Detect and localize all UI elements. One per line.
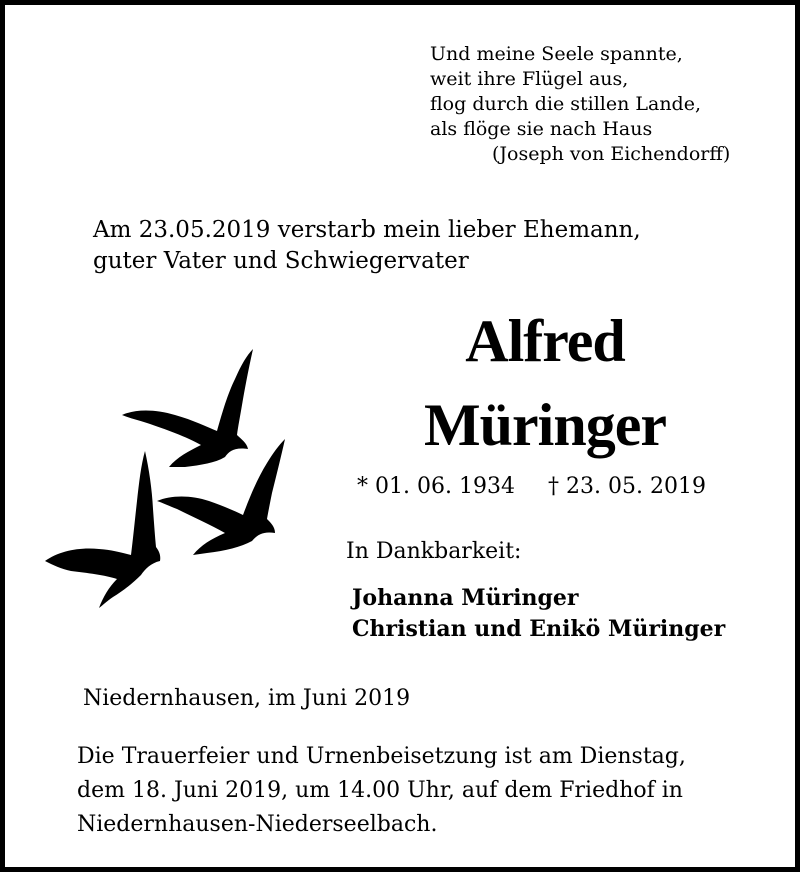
mourner-name: Johanna Müringer <box>352 585 579 611</box>
ceremony-details <box>77 740 686 842</box>
poem-line: Und meine Seele spannte, <box>430 43 683 65</box>
announcement-line: guter Vater und Schwiegervater <box>93 248 469 274</box>
poem-author: (Joseph von Eichendorff) <box>492 143 731 165</box>
flying-birds-icon <box>35 343 300 613</box>
bird-icon <box>45 451 160 608</box>
bird-silhouettes <box>45 349 285 608</box>
mourners-list <box>352 583 725 645</box>
bird-icon <box>122 349 253 467</box>
ceremony-line: Niedernhausen-Niederseelbach. <box>77 812 438 837</box>
deceased-first-name: Alfred <box>465 308 625 374</box>
death-date: † 23. 05. 2019 <box>548 474 706 499</box>
poem-line: flog durch die stillen Lande, <box>430 93 702 115</box>
poem-line: als flöge sie nach Haus <box>430 118 653 140</box>
ceremony-line: Die Trauerfeier und Urnenbeisetzung ist am Dienstag, <box>77 744 686 769</box>
deceased-last-name: Müringer <box>424 392 666 458</box>
ceremony-line: dem 18. Juni 2019, um 14.00 Uhr, auf dem Friedhof in <box>77 778 683 803</box>
poem-line: weit ihre Flügel aus, <box>430 68 629 90</box>
announcement-line: Am 23.05.2019 verstarb mein lieber Ehemann, <box>93 217 641 243</box>
gratitude-label: In Dankbarkeit: <box>346 539 522 564</box>
place-and-date: Niedernhausen, im Juni 2019 <box>83 686 411 711</box>
birth-date: * 01. 06. 1934 <box>357 474 515 499</box>
poem-quote <box>430 42 730 167</box>
death-announcement <box>93 215 641 277</box>
mourner-name: Christian und Enikö Müringer <box>352 616 726 642</box>
